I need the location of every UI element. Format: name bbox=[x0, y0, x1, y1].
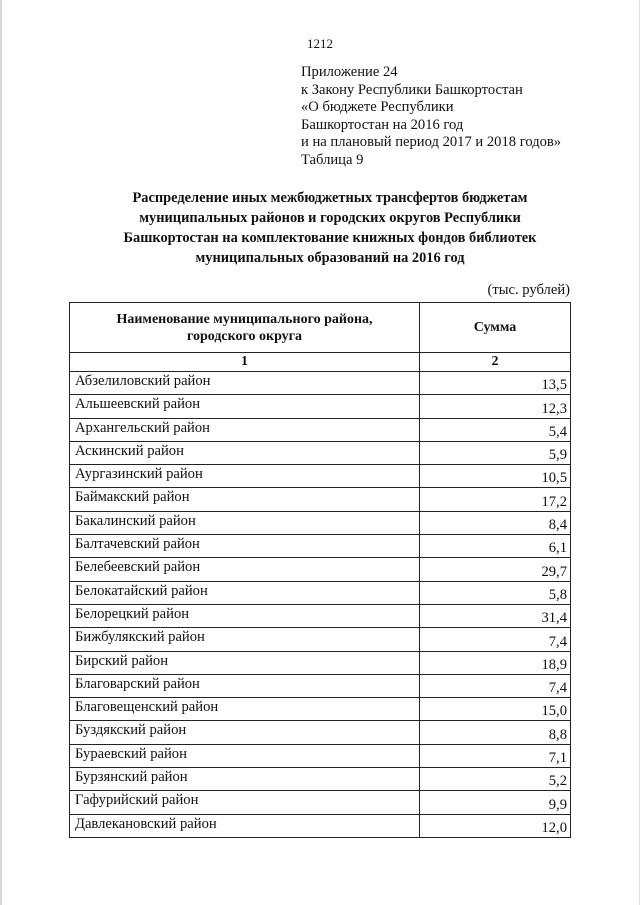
table-row bbox=[70, 698, 571, 721]
column-number-row bbox=[70, 353, 571, 372]
units-label: (тыс. рублей) bbox=[487, 282, 570, 298]
appendix-line: к Закону Республики Башкортостан bbox=[301, 81, 523, 98]
table-row bbox=[70, 674, 571, 697]
district-name: Гафурийский район bbox=[70, 791, 420, 814]
table-header-row bbox=[70, 303, 571, 353]
district-name: Буздякский район bbox=[70, 721, 420, 744]
table-row bbox=[70, 651, 571, 674]
appendix-line: Таблица 9 bbox=[301, 151, 364, 168]
table-row bbox=[70, 488, 571, 511]
district-name: Абзелиловский район bbox=[70, 372, 420, 395]
table-body bbox=[70, 372, 571, 838]
district-sum: 29,7 bbox=[420, 558, 571, 581]
table-row bbox=[70, 418, 571, 441]
appendix-line: Приложение 24 bbox=[301, 64, 398, 80]
district-name: Белебеевский район bbox=[70, 558, 420, 581]
district-name: Аскинский район bbox=[70, 441, 420, 464]
district-sum: 7,4 bbox=[420, 674, 571, 697]
district-sum: 17,2 bbox=[420, 488, 571, 511]
district-name: Баймакский район bbox=[70, 488, 420, 511]
appendix-line: «О бюджете Республики bbox=[301, 99, 454, 116]
district-sum: 18,9 bbox=[420, 651, 571, 674]
district-name: Альшеевский район bbox=[70, 395, 420, 418]
district-sum: 7,4 bbox=[420, 628, 571, 651]
table-row bbox=[70, 721, 571, 744]
appendix-line: Башкортостан на 2016 год bbox=[301, 116, 464, 133]
district-sum: 5,2 bbox=[420, 768, 571, 791]
transfers-table bbox=[69, 302, 571, 838]
appendix-header bbox=[301, 64, 561, 170]
district-name: Аургазинский район bbox=[70, 465, 420, 488]
table-row bbox=[70, 814, 571, 837]
table-row bbox=[70, 744, 571, 767]
district-sum: 6,1 bbox=[420, 535, 571, 558]
table-row bbox=[70, 372, 571, 395]
table-row bbox=[70, 791, 571, 814]
table-row bbox=[70, 395, 571, 418]
table-row bbox=[70, 604, 571, 627]
title-line: муниципальных районов и городских округов Республики bbox=[139, 210, 521, 226]
table-row bbox=[70, 558, 571, 581]
table-row bbox=[70, 768, 571, 791]
district-sum: 9,9 bbox=[420, 791, 571, 814]
district-name: Благовещенский район bbox=[70, 698, 420, 721]
table-row bbox=[70, 535, 571, 558]
district-sum: 5,4 bbox=[420, 418, 571, 441]
table-row bbox=[70, 441, 571, 464]
district-sum: 5,9 bbox=[420, 441, 571, 464]
district-sum: 8,4 bbox=[420, 511, 571, 534]
district-name: Белорецкий район bbox=[70, 604, 420, 627]
column-number: 2 bbox=[420, 353, 571, 372]
district-name: Бураевский район bbox=[70, 744, 420, 767]
table-row bbox=[70, 511, 571, 534]
district-sum: 8,8 bbox=[420, 721, 571, 744]
district-name: Бижбулякский район bbox=[70, 628, 420, 651]
header-name-line: Наименование муниципального района, bbox=[116, 311, 373, 327]
district-name: Балтачевский район bbox=[70, 535, 420, 558]
district-sum: 31,4 bbox=[420, 604, 571, 627]
table-row bbox=[70, 628, 571, 651]
district-name: Архангельский район bbox=[70, 418, 420, 441]
title-line: Распределение иных межбюджетных трансфертов бюджетам bbox=[132, 190, 528, 206]
header-name-cell bbox=[70, 303, 420, 353]
title-line: муниципальных образований на 2016 год bbox=[195, 250, 465, 266]
district-name: Бакалинский район bbox=[70, 511, 420, 534]
district-sum: 15,0 bbox=[420, 698, 571, 721]
column-number: 1 bbox=[70, 353, 420, 372]
header-sum-cell: Сумма bbox=[420, 303, 571, 353]
document-title bbox=[60, 188, 600, 268]
district-sum: 7,1 bbox=[420, 744, 571, 767]
header-name-line: городского округа bbox=[186, 328, 303, 344]
district-name: Давлекановский район bbox=[70, 814, 420, 837]
district-name: Благоварский район bbox=[70, 674, 420, 697]
page-number: 1212 bbox=[307, 36, 333, 51]
district-sum: 5,8 bbox=[420, 581, 571, 604]
district-name: Белокатайский район bbox=[70, 581, 420, 604]
scan-edge-left bbox=[0, 0, 2, 905]
district-name: Бирский район bbox=[70, 651, 420, 674]
table-row bbox=[70, 465, 571, 488]
district-sum: 12,3 bbox=[420, 395, 571, 418]
title-line: Башкортостан на комплектование книжных фондов библиотек bbox=[123, 230, 537, 246]
table-row bbox=[70, 581, 571, 604]
appendix-line: и на плановый период 2017 и 2018 годов» bbox=[301, 134, 562, 151]
district-sum: 13,5 bbox=[420, 372, 571, 395]
district-sum: 10,5 bbox=[420, 465, 571, 488]
district-name: Бурзянский район bbox=[70, 768, 420, 791]
district-sum: 12,0 bbox=[420, 814, 571, 837]
